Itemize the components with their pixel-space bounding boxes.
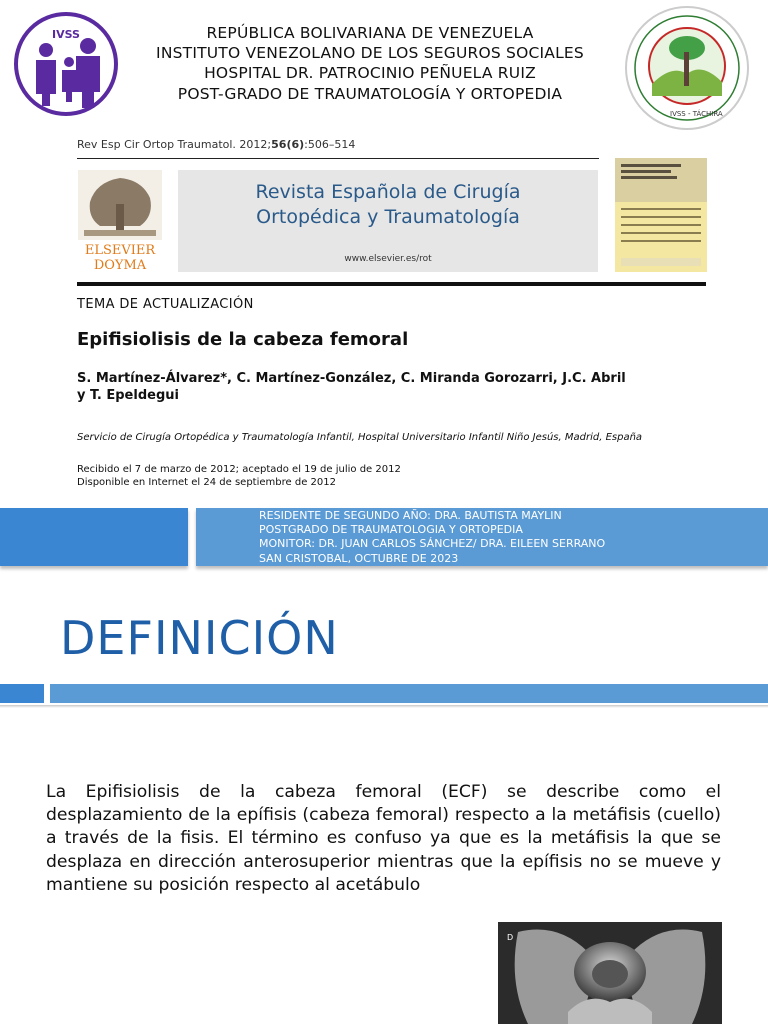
ivss-logo <box>14 10 118 118</box>
xray-side-label: D <box>507 933 514 942</box>
presenter-info: RESIDENTE DE SEGUNDO AÑO: DRA. BAUTISTA MAYLIN POSTGRADO DE TRAUMATOLOGIA Y ORTOPEDIA MONITOR: DR. JUAN CARLOS SÁNCHEZ/ DRA. EILEEN SERRANO SAN CRISTOBAL, OCTUBRE DE 2023 <box>259 509 606 565</box>
article-citation: Rev Esp Cir Ortop Traumatol. 2012;56(6):506–514 <box>77 138 356 151</box>
article-dates: Recibido el 7 de marzo de 2012; aceptado el 19 de julio de 2012 Disponible en Internet el 24 de septiembre de 2012 <box>77 464 401 488</box>
article-thick-divider <box>77 282 706 286</box>
header-line-2: INSTITUTO VENEZOLANO DE LOS SEGUROS SOCIALES <box>156 44 584 62</box>
publisher-line-2: DOYMA <box>93 258 147 273</box>
article-section: TEMA DE ACTUALIZACIÓN <box>77 297 254 312</box>
article-authors: S. Martínez-Álvarez*, C. Martínez-González, C. Miranda Gorozarri, J.C. Abril y T. Epeldegui <box>77 371 626 403</box>
svg-text:IVSS: IVSS <box>52 28 80 41</box>
journal-title: Revista Española de Cirugía Ortopédica y Traumatología <box>255 181 521 228</box>
journal-cover-thumbnail <box>615 158 707 272</box>
hospital-seal-logo <box>622 4 752 132</box>
article-affiliation: Servicio de Cirugía Ortopédica y Traumatología Infantil, Hospital Universitario Infantil Niño Jesús, Madrid, España <box>77 432 643 443</box>
seal-label: IVSS - TÁCHIRA <box>670 110 723 118</box>
header-line-3: HOSPITAL DR. PATROCINIO PEÑUELA RUIZ <box>204 64 536 82</box>
publisher-line-1: ELSEVIER <box>84 243 156 258</box>
journal-url: www.elsevier.es/rot <box>344 254 432 264</box>
article-divider <box>77 158 599 159</box>
article-title: Epifisiolisis de la cabeza femoral <box>77 329 409 350</box>
pelvis-xray-image <box>498 922 722 1024</box>
title-bar-shadow <box>0 705 768 708</box>
elsevier-logo <box>76 168 164 274</box>
header-line-1: REPÚBLICA BOLIVARIANA DE VENEZUELA <box>206 24 534 42</box>
title-bar-left <box>0 684 44 703</box>
definition-paragraph: La Epifisiolisis de la cabeza femoral (ECF) se describe como el desplazamiento de la epífisis (cabeza femoral) respecto a la metáfisis (cuello) a través de la fisis. El término es confuso ya que es la metáfisis la que se desplaza en dirección anterosuperior mientras que la epífisis no se mueve y mantiene su posición respecto al acetábulo <box>46 782 721 895</box>
slide-title: DEFINICIÓN <box>60 611 339 665</box>
title-bar-right <box>50 684 768 703</box>
band-left-block <box>0 508 188 566</box>
header-line-4: POST-GRADO DE TRAUMATOLOGÍA Y ORTOPEDIA <box>177 85 563 103</box>
